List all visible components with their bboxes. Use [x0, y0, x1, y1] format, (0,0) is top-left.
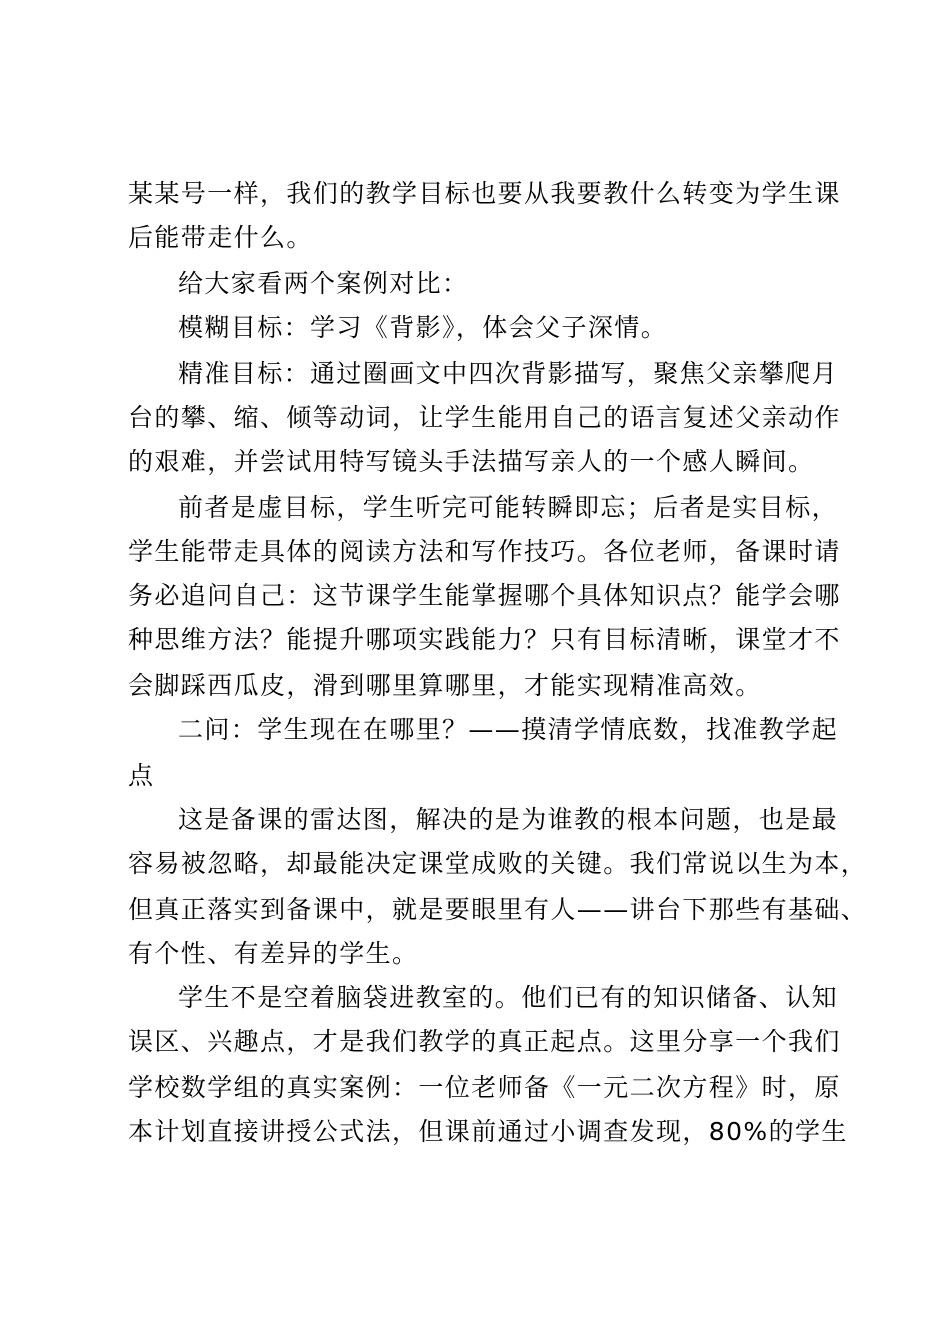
text-line: 学生不是空着脑袋进教室的。他们已有的知识储备、认知 — [178, 983, 839, 1012]
text-line: 精准目标：通过圈画文中四次背影描写，聚焦父亲攀爬月 — [178, 359, 839, 388]
text-line: 误区、兴趣点，才是我们教学的真正起点。这里分享一个我们 — [128, 1027, 841, 1056]
text-line: 点 — [128, 761, 155, 790]
text-line: 这是备课的雷达图，解决的是为谁教的根本问题，也是最 — [178, 805, 839, 834]
text-line: 学校数学组的真实案例：一位老师备《一元二次方程》时，原 — [128, 1073, 841, 1102]
text-line: 前者是虚目标，学生听完可能转瞬即忘；后者是实目标， — [178, 493, 839, 522]
text-line: 本计划直接讲授公式法，但课前通过小调查发现，80%的学生 — [128, 1117, 848, 1146]
text-line: 模糊目标：学习《背影》，体会父子深情。 — [178, 313, 668, 342]
text-line: 台的攀、缩、倾等动词，让学生能用自己的语言复述父亲动作 — [128, 403, 841, 432]
text-line: 容易被忽略，却最能决定课堂成败的关键。我们常说以生为本， — [128, 849, 868, 878]
text-line: 某某号一样，我们的教学目标也要从我要教什么转变为学生课 — [128, 179, 841, 208]
text-line: 种思维方法？能提升哪项实践能力？只有目标清晰，课堂才不 — [128, 625, 841, 654]
text-line: 但真正落实到备课中，就是要眼里有人——讲台下那些有基础、 — [128, 895, 868, 924]
text-line: 的艰难，并尝试用特写镜头手法描写亲人的一个感人瞬间。 — [128, 447, 815, 476]
text-line: 二问：学生现在在哪里？——摸清学情底数，找准教学起 — [178, 715, 839, 744]
text-line: 学生能带走具体的阅读方法和写作技巧。各位老师，备课时请 — [128, 537, 841, 566]
text-line: 务必追问自己：这节课学生能掌握哪个具体知识点？能学会哪 — [128, 581, 841, 610]
text-line: 有个性、有差异的学生。 — [128, 939, 419, 968]
text-line: 会脚踩西瓜皮，滑到哪里算哪里，才能实现精准高效。 — [128, 671, 762, 700]
text-line: 给大家看两个案例对比： — [178, 269, 469, 298]
text-line: 后能带走什么。 — [128, 223, 313, 252]
